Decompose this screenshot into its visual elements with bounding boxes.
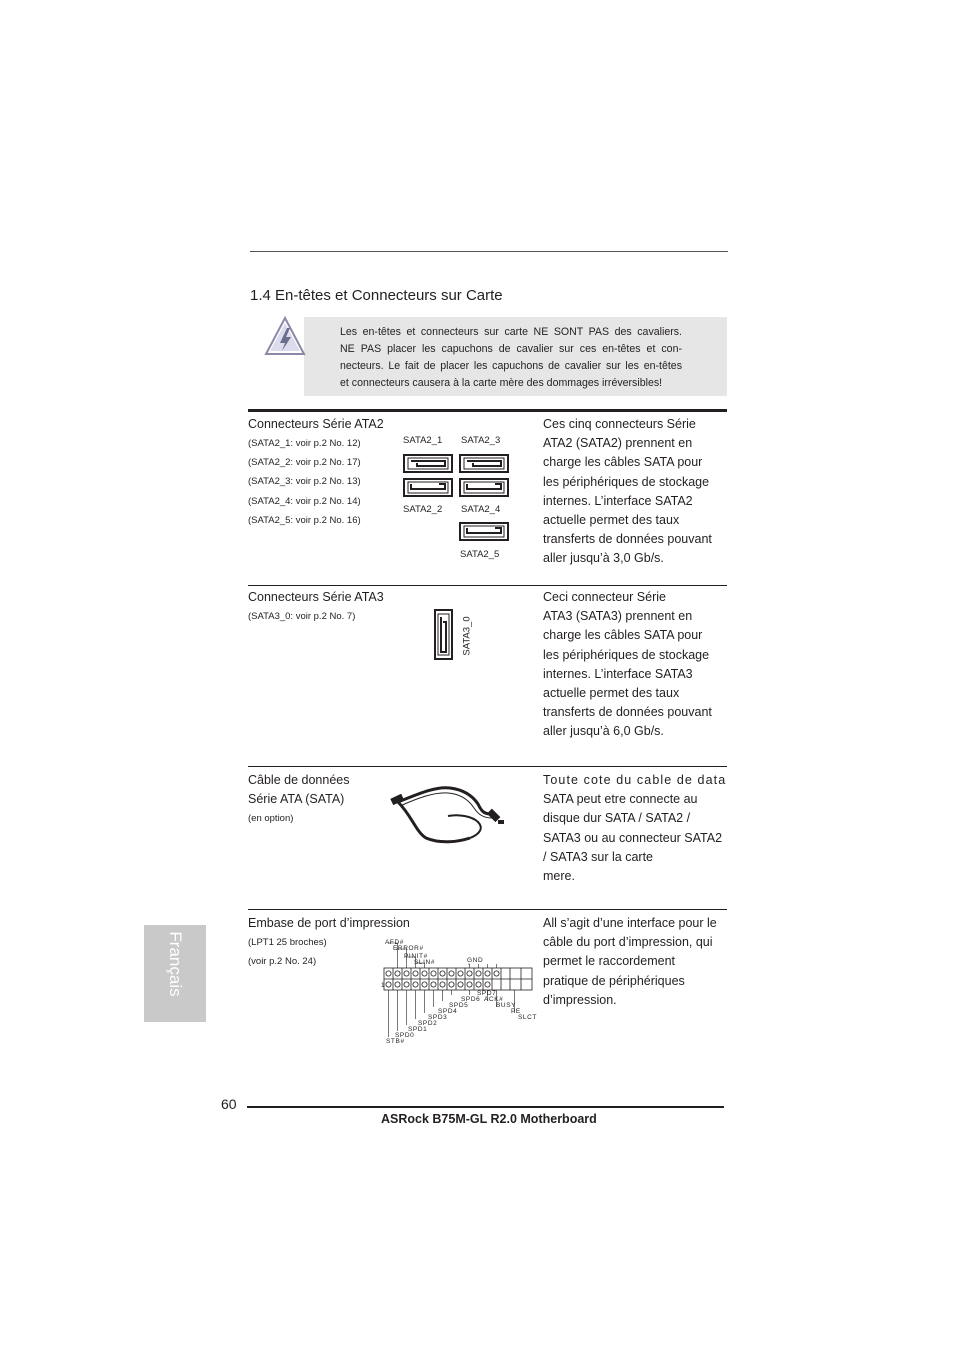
pin-spd4-label: SPD4 [438, 1008, 458, 1015]
pin-slin-label: SLIN# [414, 959, 436, 966]
pin-afd-label: AFD# [385, 939, 405, 946]
sata2-ref: (SATA2_1: voir p.2 No. 12) [248, 438, 361, 449]
sata3-0-label: SATA3_0 [461, 616, 473, 656]
desc-line: actuelle permet des taux [543, 686, 680, 701]
cable-note: (en option) [248, 813, 294, 824]
warning-line: et connecteurs causera à la carte mère des dommages irréversibles! [340, 377, 663, 389]
sata3-description [543, 588, 727, 742]
pin-spd0-label: SPD0 [395, 1032, 415, 1039]
page-number: 60 [221, 1096, 237, 1112]
pin-1-label: 1 [381, 982, 386, 989]
sata2-connectors-diagram [400, 450, 515, 546]
sata2-ref: (SATA2_3: voir p.2 No. 13) [248, 476, 361, 487]
sata3-title: Connecteurs Série ATA3 [248, 590, 384, 604]
desc-line: aller jusqu’à 3,0 Gb/s. [543, 551, 664, 566]
pin-spd7-label: SPD7 [477, 990, 497, 997]
table-top-rule [248, 409, 727, 412]
pin-spd6-label: SPD6 [461, 996, 481, 1003]
pin-busy-label: BUSY [496, 1002, 517, 1009]
warning-line: NE PAS placer les capuchons de cavalier sur ces en-têtes et con- [340, 343, 682, 355]
sata2-description [543, 415, 727, 569]
sata2-4-connector [460, 479, 508, 496]
desc-line: SATA peut etre connecte au [543, 792, 698, 807]
footer-rule [247, 1106, 724, 1108]
row-divider [248, 766, 727, 767]
pin-spd3-label: SPD3 [428, 1014, 448, 1021]
cable-title-line: Série ATA (SATA) [248, 792, 345, 806]
pin-slct-label: SLCT [518, 1014, 538, 1021]
section-title: 1.4 En-têtes et Connecteurs sur Carte [250, 287, 503, 304]
sata3-ref: (SATA3_0: voir p.2 No. 7) [248, 611, 356, 622]
desc-line: transferts de données pouvant [543, 532, 712, 547]
desc-line: Toute cote du cable de data [543, 773, 727, 787]
language-tab-label: Français [166, 931, 185, 997]
sata2-1-label: SATA2_1 [403, 435, 443, 446]
desc-line: charge les câbles SATA pour [543, 455, 703, 470]
row-divider [248, 909, 727, 910]
desc-line: pratique de périphériques [543, 973, 685, 988]
pin-ack-label: ACK# [484, 996, 504, 1003]
lpt-header-diagram [378, 935, 538, 1047]
desc-line: / SATA3 sur la carte [543, 849, 653, 864]
desc-line: d’impression. [543, 992, 617, 1007]
pin-pe-label: PE [511, 1008, 521, 1015]
sata2-1-connector [404, 455, 452, 472]
row-divider [248, 585, 727, 586]
pin-error-label: ERROR# [393, 945, 424, 952]
desc-line: charge les câbles SATA pour [543, 628, 703, 643]
lpt-description [543, 914, 727, 1010]
cable-title-line: Câble de données [248, 773, 350, 787]
desc-line: aller jusqu’à 6,0 Gb/s. [543, 724, 664, 739]
desc-line: All s’agit d’une interface pour le [543, 916, 717, 930]
pin-stb-label: STB# [386, 1038, 405, 1045]
sata2-5-label: SATA2_5 [460, 549, 500, 560]
desc-line: câble du port d’impression, qui [543, 935, 713, 950]
sata2-4-label: SATA2_4 [461, 504, 501, 515]
sata2-3-label: SATA2_3 [461, 435, 501, 446]
desc-line: SATA3 ou au connecteur SATA2 [543, 830, 723, 845]
pin-spd5-label: SPD5 [449, 1002, 469, 1009]
sata-cable-illustration [388, 780, 513, 846]
sata3-0-connector [433, 608, 455, 662]
lpt-ref: (LPT1 25 broches) [248, 937, 327, 948]
sata2-ref: (SATA2_5: voir p.2 No. 16) [248, 515, 361, 526]
pin-spd2-label: SPD2 [418, 1020, 438, 1027]
warning-triangle-icon [263, 316, 307, 363]
desc-line: Ceci connecteur Série [543, 590, 666, 604]
desc-line: disque dur SATA / SATA2 / [543, 811, 691, 826]
desc-line: permet le raccordement [543, 954, 676, 969]
desc-line: ATA2 (SATA2) prennent en [543, 436, 693, 451]
desc-line: les périphériques de stockage [543, 474, 710, 489]
top-rule [250, 251, 728, 252]
desc-line: internes. L’interface SATA2 [543, 493, 693, 508]
pin-pinit-label: PINIT# [404, 953, 428, 960]
pin-spd1-label: SPD1 [408, 1026, 428, 1033]
sata2-ref: (SATA2_4: voir p.2 No. 14) [248, 496, 361, 507]
desc-line: ATA3 (SATA3) prennent en [543, 609, 693, 624]
desc-line: actuelle permet des taux [543, 513, 680, 528]
sata2-2-connector [404, 479, 452, 496]
warning-text [340, 324, 682, 392]
desc-line: internes. L’interface SATA3 [543, 666, 693, 681]
warning-line: Les en-têtes et connecteurs sur carte NE SONT PAS des cavaliers. [340, 326, 682, 338]
sata2-title: Connecteurs Série ATA2 [248, 417, 384, 431]
desc-line: mere. [543, 869, 575, 884]
sata2-5-connector [460, 523, 508, 540]
desc-line: les périphériques de stockage [543, 647, 710, 662]
pin-gnd-label: GND [467, 957, 484, 964]
footer-product-name: ASRock B75M-GL R2.0 Motherboard [381, 1112, 597, 1126]
lpt-title: Embase de port d’impression [248, 916, 410, 930]
lpt-ref: (voir p.2 No. 24) [248, 956, 317, 967]
sata2-3-connector [460, 455, 508, 472]
sata2-2-label: SATA2_2 [403, 504, 443, 515]
desc-line: transferts de données pouvant [543, 705, 712, 720]
cable-description [543, 771, 727, 886]
desc-line: Ces cinq connecteurs Série [543, 417, 696, 431]
warning-line: necteurs. Le fait de placer les capuchons de cavalier sur les en-têtes [340, 360, 682, 372]
sata2-ref: (SATA2_2: voir p.2 No. 17) [248, 457, 361, 468]
